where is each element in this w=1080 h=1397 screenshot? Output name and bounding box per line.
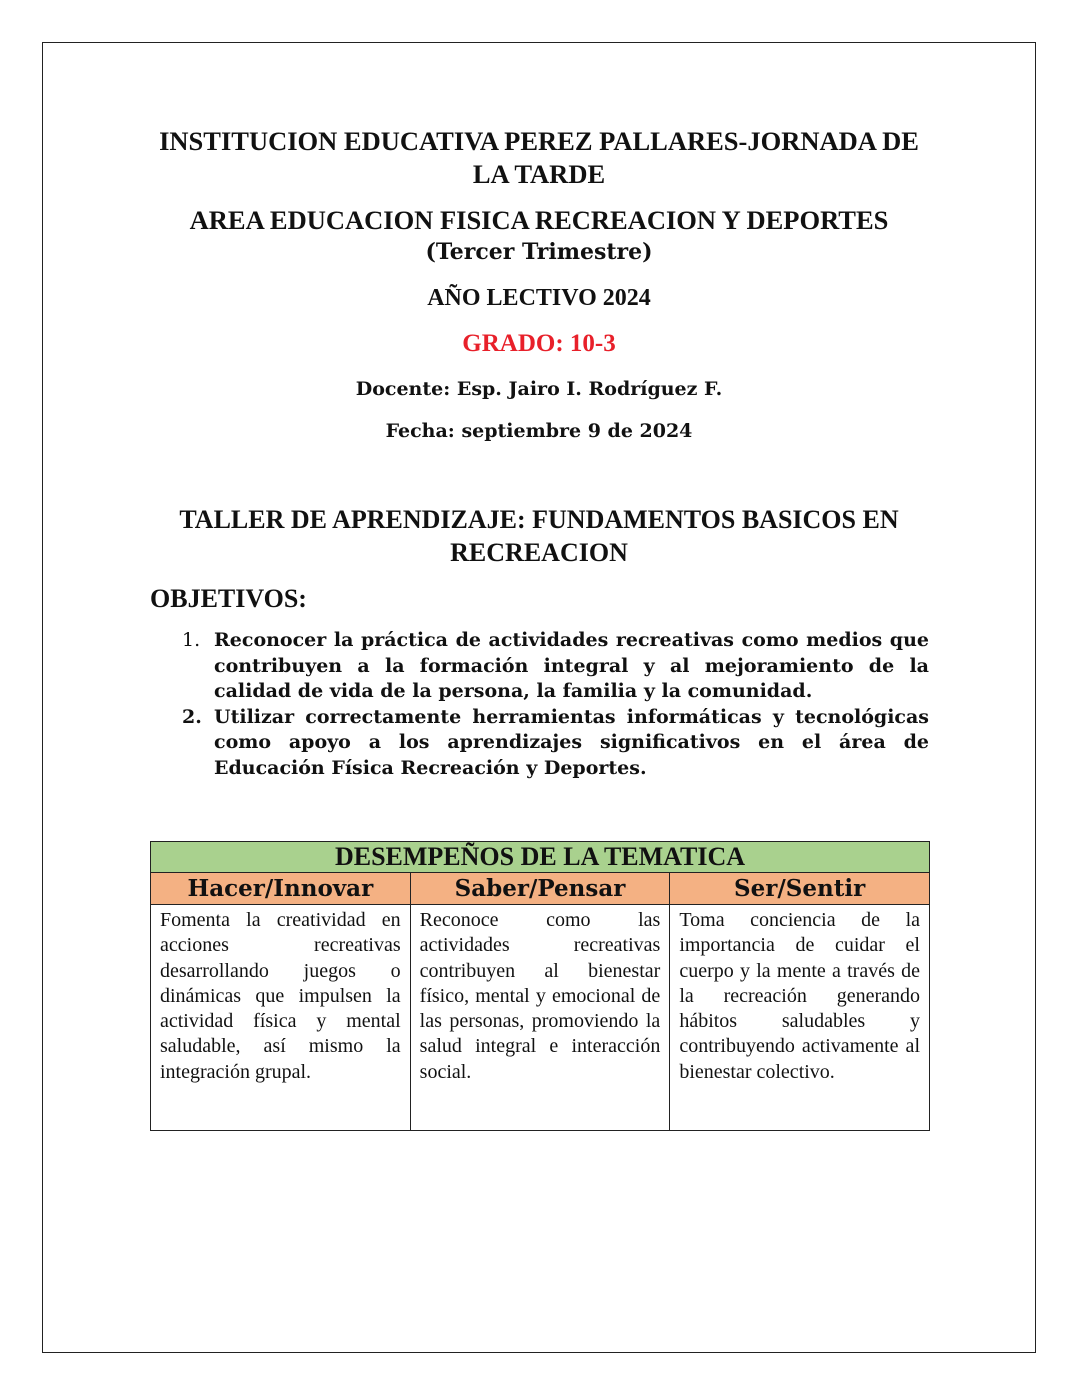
column-header-hacer: Hacer/Innovar xyxy=(151,873,411,905)
objective-text: Reconocer la práctica de actividades recreativas como medios que contribuyen a la formación integral y al mejoramiento de la calidad de vida de la persona, la familia y la comunidad. xyxy=(214,629,929,702)
cell-hacer-innovar: Fomenta la creatividad en acciones recreativas desarrollando juegos o dinámicas que impulsen la actividad física y mental saludable, así mismo la integración grupal. xyxy=(151,905,411,1131)
objective-number: 1. xyxy=(182,629,201,651)
document-date: Fecha: septiembre 9 de 2024 xyxy=(385,420,693,442)
objectives-title: OBJETIVOS: xyxy=(150,584,307,613)
table-row xyxy=(151,905,930,1131)
cell-saber-pensar: Reconoce como las actividades recreativas contribuyen al bienestar físico, mental y emocional de las personas, promoviendo la salud integral e interacción social. xyxy=(410,905,670,1131)
workshop-title xyxy=(42,503,1036,569)
column-header-saber: Saber/Pensar xyxy=(410,873,670,905)
grade-label: GRADO: 10-3 xyxy=(462,330,616,357)
table-title-row xyxy=(151,842,930,873)
institution-title-text: INSTITUCION EDUCATIVA PEREZ PALLARES-JORNADA DE LA TARDE xyxy=(159,126,919,189)
trimester-label: (Tercer Trimestre) xyxy=(425,239,653,265)
teacher-name: Docente: Esp. Jairo I. Rodríguez F. xyxy=(355,378,723,400)
objective-item xyxy=(182,628,929,705)
objectives-list xyxy=(182,628,929,781)
cell-ser-sentir: Toma conciencia de la importancia de cuidar el cuerpo y la mente a través de la recreación generando hábitos saludables y contribuyendo activamente al bienestar colectivo. xyxy=(670,905,930,1131)
objective-number: 2. xyxy=(182,705,202,728)
workshop-title-text: TALLER DE APRENDIZAJE: FUNDAMENTOS BASICOS EN RECREACION xyxy=(179,505,899,567)
institution-title xyxy=(42,125,1036,191)
table-header-row xyxy=(151,873,930,905)
performance-table xyxy=(150,841,930,1131)
objective-item xyxy=(182,705,929,782)
school-year: AÑO LECTIVO 2024 xyxy=(427,285,651,311)
area-title: AREA EDUCACION FISICA RECREACION Y DEPORTES xyxy=(189,205,889,235)
objective-text: Utilizar correctamente herramientas informáticas y tecnológicas como apoyo a los aprendizajes significativos en el área de Educación Física Recreación y Deportes. xyxy=(214,705,929,779)
column-header-ser: Ser/Sentir xyxy=(670,873,930,905)
table-title: DESEMPEÑOS DE LA TEMATICA xyxy=(151,842,930,873)
